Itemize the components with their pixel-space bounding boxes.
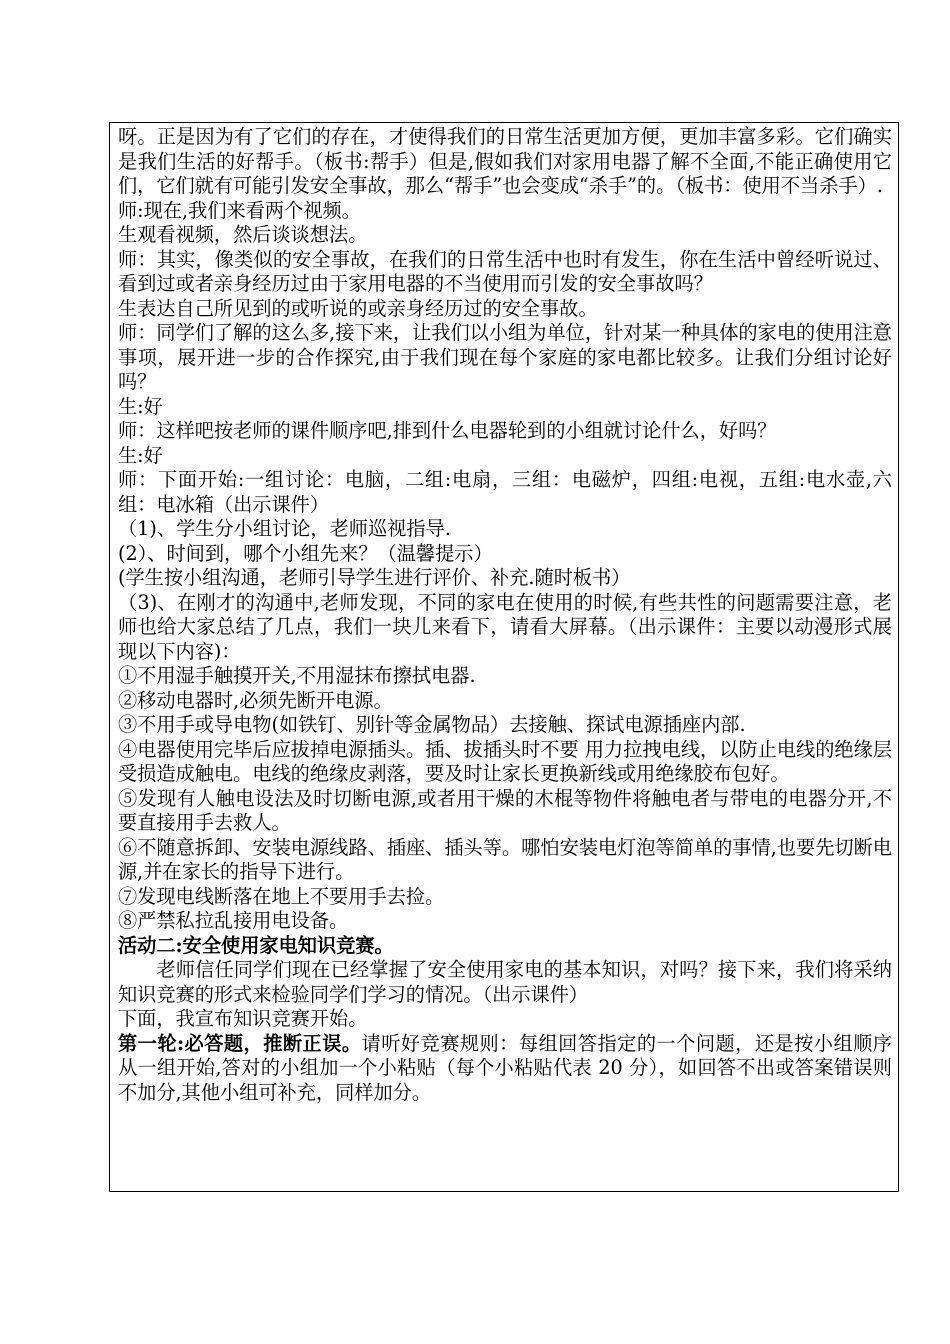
safety-rule-2: ②移动电器时,必须先断开电源。 xyxy=(118,688,393,712)
paragraph-teacher-accidents: 师：其实，像类似的安全事故，在我们的日常生活中也时有发生，你在生活中曾经听说过、看到过或者亲身经历过由于家用电器的不当使用而引发的安全事故吗？ xyxy=(118,247,892,295)
paragraph-helpers-intro: 呀。正是因为有了它们的存在，才使得我们的日常生活更加方便，更加丰富多彩。它们确实是我们生活的好帮手。（板书:帮手）但是,假如我们对家用电器了解不全面,不能正确使用它们，它们就有可能引发安全事故，那么“帮手”也会变成“杀手”的。（板书：使用不当杀手）. xyxy=(118,125,892,197)
safety-rule-3: ③不用手或导电物(如铁钉、别针等金属物品）去接触、探试电源插座内部. xyxy=(118,713,746,736)
safety-rule-7: ⑦发现电线断落在地上不要用手去捡。 xyxy=(118,884,445,908)
paragraph-step-2: (2）、时间到，哪个小组先来？（温馨提示） xyxy=(118,541,493,565)
paragraph-group-assignments: 师：下面开始:一组讨论：电脑，二组:电扇，三组：电磁炉，四组:电视，五组:电水壶,六组：电冰箱（出示课件） xyxy=(118,468,892,516)
safety-rule-1: ①不用湿手触摸开关,不用湿抹布擦拭电器. xyxy=(118,664,476,687)
round-one-paragraph xyxy=(118,1032,892,1106)
safety-rule-8: ⑧严禁私拉乱接用电设备。 xyxy=(118,909,349,932)
paragraph-teacher-video: 师:现在,我们来看两个视频。 xyxy=(118,198,361,222)
paragraph-students-watch: 生观看视频，然后谈谈想法。 xyxy=(118,223,368,246)
activity-two-heading: 活动二:安全使用家电知识竞赛。 xyxy=(118,933,394,957)
paragraph-step-1: （1)、学生分小组讨论，老师巡视指导. xyxy=(118,517,451,540)
round-one-lead: 第一轮:必答题，推断正误。 xyxy=(118,1031,362,1055)
paragraph-students-express: 生表达自己所见到的或听说的或亲身经历过的安全事故。 xyxy=(118,296,598,320)
paragraph-student-reply-1: 生:好 xyxy=(118,394,163,418)
contest-start: 下面，我宣布知识竞赛开始。 xyxy=(118,1007,368,1030)
round-one-rules: 请听好竞赛规则：每组回答指定的一个问题，还是按小组顺序从一组开始,答对的小组加一个小粘贴（每个小粘贴代表 20 分），如回答不出或答案错误则不加分,其他小组可补充，同样加分。 xyxy=(118,1031,892,1104)
paragraph-teacher-group-work: 师：同学们了解的这么多,接下来，让我们以小组为单位，针对某一种具体的家电的使用注意事项，展开进一步的合作探究,由于我们现在每个家庭的家电都比较多。让我们分组讨论好吗？ xyxy=(118,321,892,393)
paragraph-teacher-order: 师：这样吧按老师的课件顺序吧,排到什么电器轮到的小组就讨论什么，好吗？ xyxy=(118,419,777,442)
paragraph-step-3: （3)、在刚才的沟通中,老师发现，不同的家电在使用的时候,有些共性的问题需要注意，老师也给大家总结了几点，我们一块儿来看下，请看大屏幕。（出示课件：主要以动漫形式展现以下内容)： xyxy=(118,590,892,663)
lesson-plan-table-cell xyxy=(109,122,899,1192)
safety-rule-6: ⑥不随意拆卸、安装电源线路、插座、插头等。哪怕安装电灯泡等简单的事情,也要先切断电源,并在家长的指导下进行。 xyxy=(118,835,892,883)
activity-two-intro: 老师信任同学们现在已经掌握了安全使用家电的基本知识，对吗？接下来，我们将采纳知识竞赛的形式来检验同学们学习的情况。（出示课件） xyxy=(118,958,892,1006)
safety-rule-5: ⑤发现有人触电设法及时切断电源,或者用干燥的木棍等物件将触电者与带电的电器分开,不要直接用手去救人。 xyxy=(118,786,892,834)
paragraph-step-2-note: (学生按小组沟通，老师引导学生进行评价、补充.随时板书） xyxy=(118,566,631,589)
safety-rule-4: ④电器使用完毕后应拔掉电源插头。插、拔插头时不要 用力拉拽电线，以防止电线的绝缘层受损造成触电。电线的绝缘皮剥落，要及时让家长更换新线或用绝缘胶布包好。 xyxy=(118,737,892,785)
paragraph-student-reply-2: 生:好 xyxy=(118,443,163,467)
